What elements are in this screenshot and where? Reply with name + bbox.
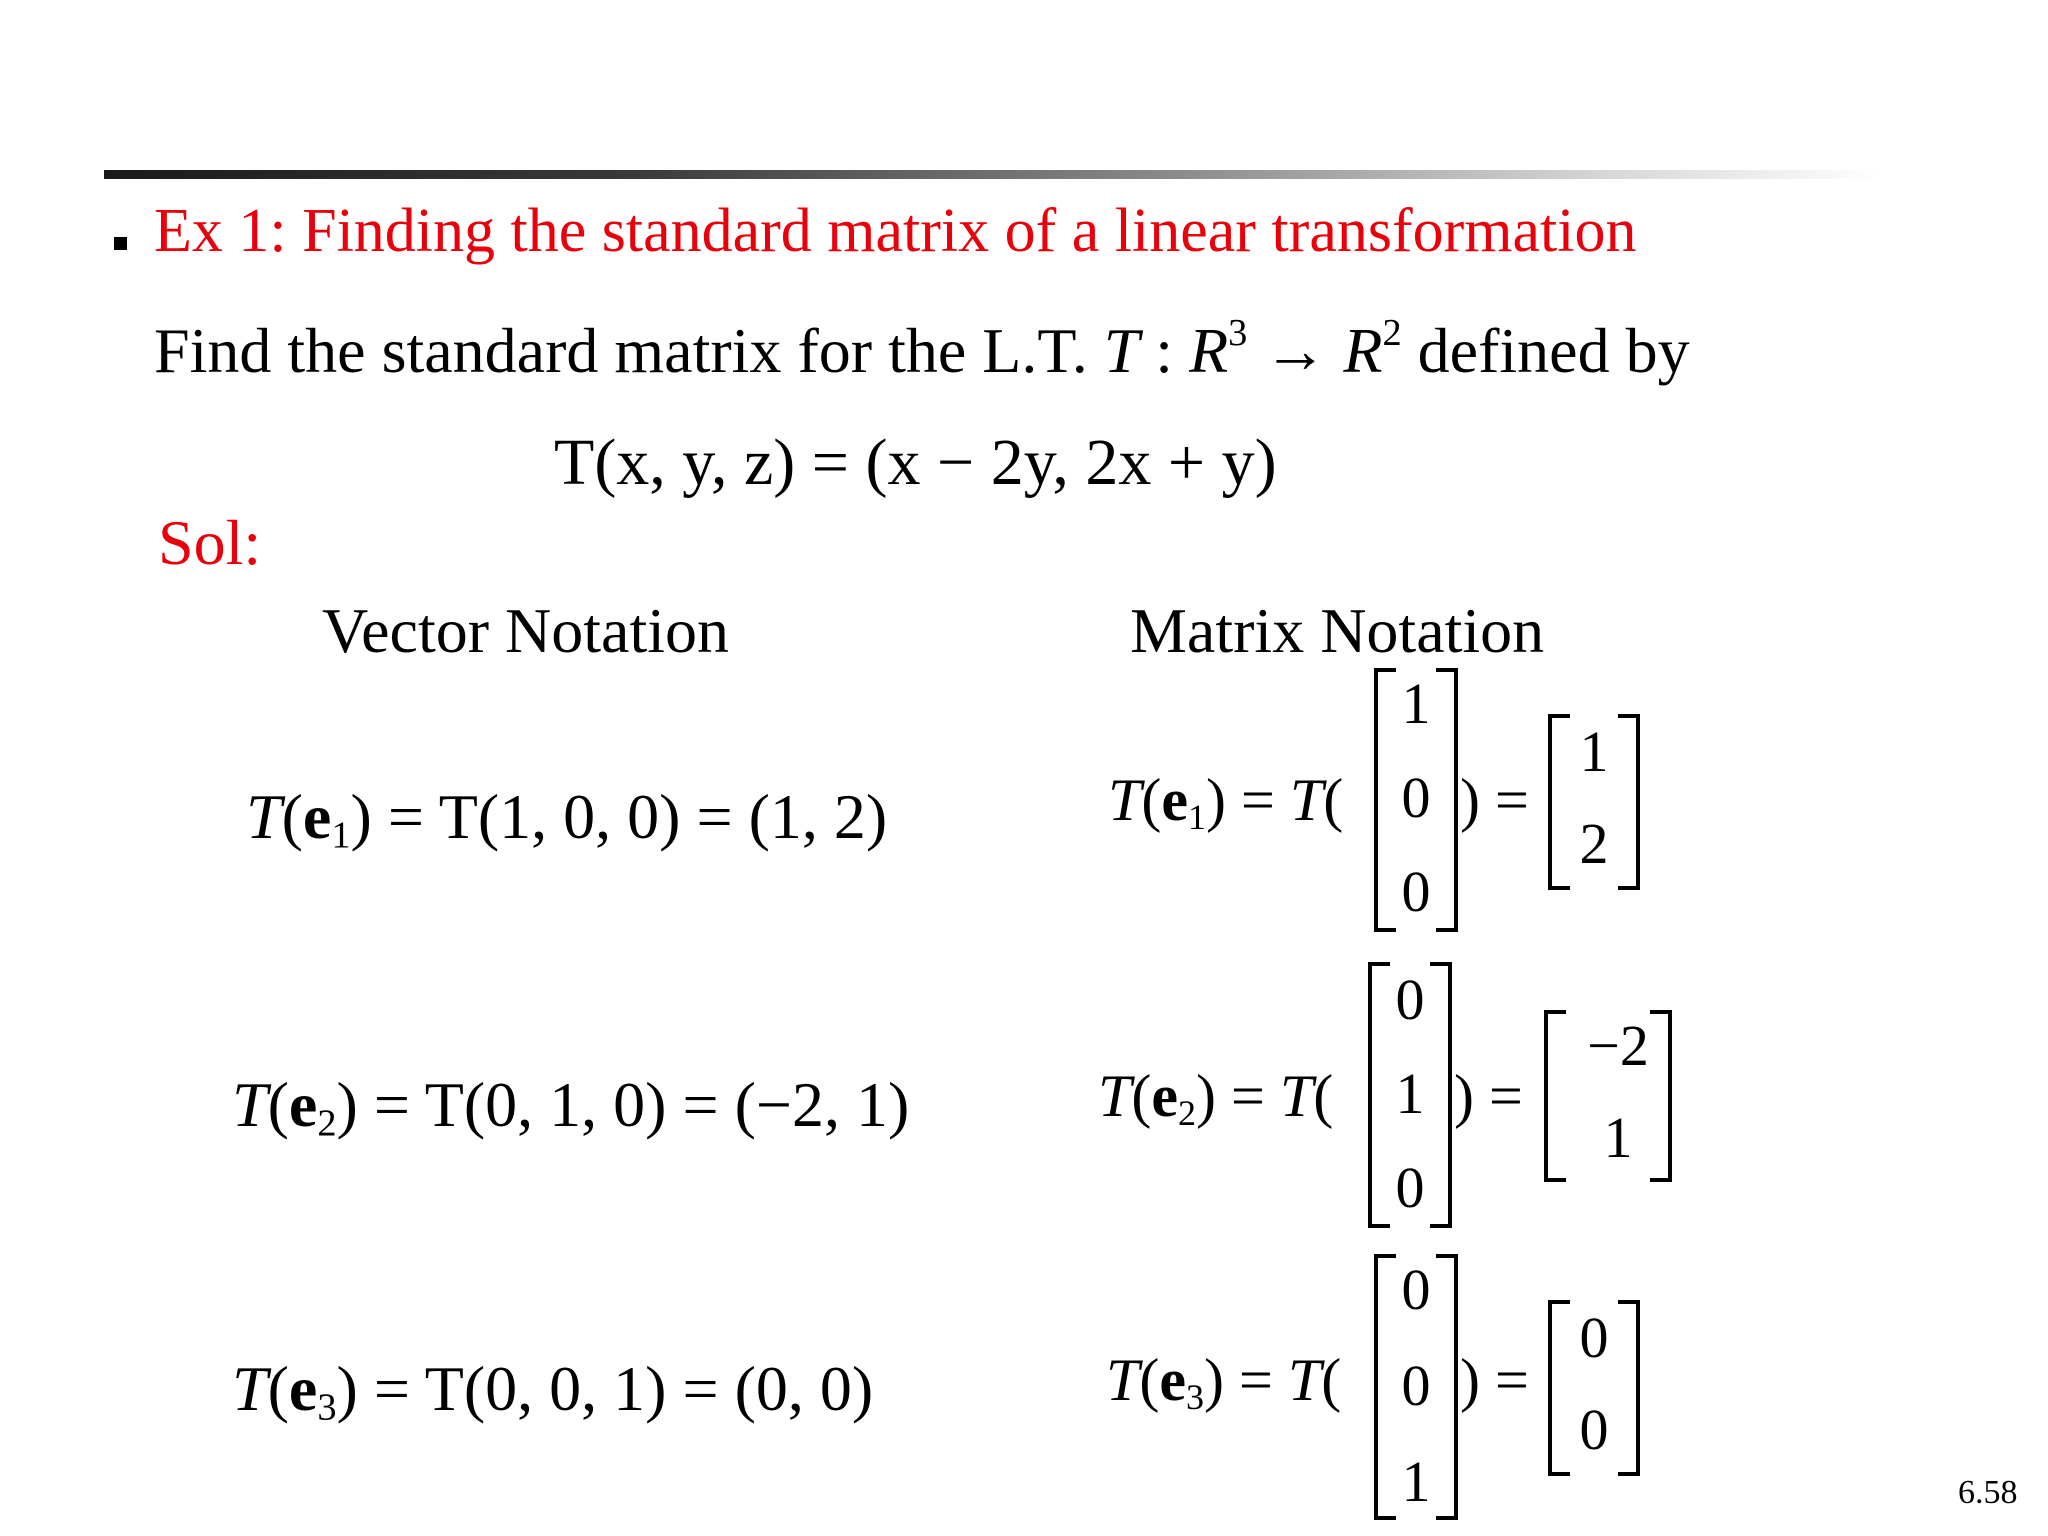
problem-T: T	[1103, 315, 1140, 386]
T-symbol: T	[1287, 1347, 1322, 1413]
e-vector: e	[288, 1353, 318, 1424]
domain-base: R	[1189, 315, 1229, 386]
matrix-cell: 1	[1579, 719, 1609, 784]
sol-label: Sol:	[158, 507, 262, 578]
open-paren: (	[1141, 767, 1162, 833]
T-symbol: T	[232, 1353, 268, 1424]
matrix-eq-lhs-e3	[1106, 1346, 1341, 1415]
open-paren: (	[267, 1353, 289, 1424]
definition-formula: T(x, y, z) = (x − 2y, 2x + y)	[554, 426, 1277, 499]
e-subscript: 1	[331, 814, 351, 857]
matrix-notation-header: Matrix Notation	[1130, 595, 1545, 666]
matrix-eq-lhs-e2	[1098, 1062, 1333, 1131]
matrix-cell: 0	[1401, 1353, 1431, 1418]
e-subscript: 1	[1188, 797, 1206, 837]
e-vector: e	[1159, 1347, 1186, 1413]
e-subscript: 2	[1178, 1093, 1196, 1133]
matrix-cell: 1	[1395, 1061, 1425, 1126]
matrix-cell: 0	[1401, 1257, 1431, 1322]
matrix-cell: 0	[1401, 765, 1431, 830]
matrix-cell: 1	[1603, 1105, 1633, 1170]
open-paren: (	[1139, 1347, 1160, 1413]
matrix-eq-mid-e2: ) =	[1454, 1063, 1523, 1129]
T-symbol: T	[1279, 1063, 1314, 1129]
e-subscript: 2	[317, 1102, 337, 1145]
vector-rhs: ) = T(0, 1, 0) = (−2, 1)	[336, 1069, 910, 1140]
open-paren: (	[1323, 767, 1344, 833]
bullet-marker	[114, 237, 127, 250]
T-symbol: T	[1098, 1063, 1132, 1129]
T-symbol: T	[1108, 767, 1142, 833]
problem-colon: :	[1139, 315, 1190, 386]
vector-notation-header: Vector Notation	[322, 595, 729, 666]
title-rule	[104, 170, 1880, 179]
matrix-cell: 2	[1579, 811, 1609, 876]
slide-title: Ex 1: Finding the standard matrix of a linear transformation	[154, 197, 1637, 265]
problem-statement	[154, 314, 1690, 388]
vector-eq-e2	[232, 1068, 910, 1145]
open-paren: (	[1131, 1063, 1152, 1129]
T-symbol: T	[1106, 1347, 1140, 1413]
equals: ) =	[1206, 767, 1290, 833]
matrix-cell: 0	[1579, 1305, 1609, 1370]
problem-suffix: defined by	[1417, 315, 1690, 386]
open-paren: (	[267, 1069, 289, 1140]
vector-eq-e3	[232, 1352, 874, 1429]
matrix-cell: −2	[1587, 1013, 1649, 1078]
output-matrix-e2	[1544, 1010, 1672, 1182]
equals: ) =	[1196, 1063, 1280, 1129]
vector-rhs: ) = T(1, 0, 0) = (1, 2)	[350, 781, 888, 852]
T-symbol: T	[1289, 767, 1324, 833]
matrix-cell: 0	[1579, 1397, 1609, 1462]
equals: ) =	[1204, 1347, 1288, 1413]
input-matrix-e3	[1374, 1254, 1458, 1520]
output-matrix-e3	[1548, 1300, 1640, 1476]
input-matrix-e1	[1374, 668, 1458, 932]
map-arrow: →	[1263, 315, 1328, 386]
open-paren: (	[1313, 1063, 1334, 1129]
e-subscript: 3	[1186, 1377, 1204, 1417]
page-number: 6.58	[1958, 1474, 2018, 1511]
matrix-cell: 1	[1401, 671, 1431, 736]
vector-rhs: ) = T(0, 0, 1) = (0, 0)	[336, 1353, 874, 1424]
matrix-eq-lhs-e1	[1108, 766, 1343, 835]
T-symbol: T	[232, 1069, 268, 1140]
vector-eq-e1	[246, 780, 888, 857]
e-vector: e	[1161, 767, 1188, 833]
domain-exp: 3	[1228, 312, 1248, 355]
e-vector: e	[1151, 1063, 1178, 1129]
input-matrix-e2	[1368, 962, 1452, 1228]
codomain-exp: 2	[1382, 312, 1402, 355]
output-matrix-e1	[1548, 714, 1640, 890]
codomain-base: R	[1343, 315, 1383, 386]
open-paren: (	[281, 781, 303, 852]
e-vector: e	[288, 1069, 318, 1140]
matrix-cell: 1	[1401, 1449, 1431, 1514]
matrix-eq-mid-e3: ) =	[1460, 1347, 1529, 1413]
e-subscript: 3	[317, 1386, 337, 1429]
matrix-cell: 0	[1395, 967, 1425, 1032]
open-paren: (	[1321, 1347, 1342, 1413]
matrix-cell: 0	[1401, 859, 1431, 924]
matrix-eq-mid-e1: ) =	[1460, 767, 1529, 833]
problem-prefix: Find the standard matrix for the L.T.	[154, 315, 1088, 386]
matrix-cell: 0	[1395, 1155, 1425, 1220]
e-vector: e	[302, 781, 332, 852]
T-symbol: T	[246, 781, 282, 852]
